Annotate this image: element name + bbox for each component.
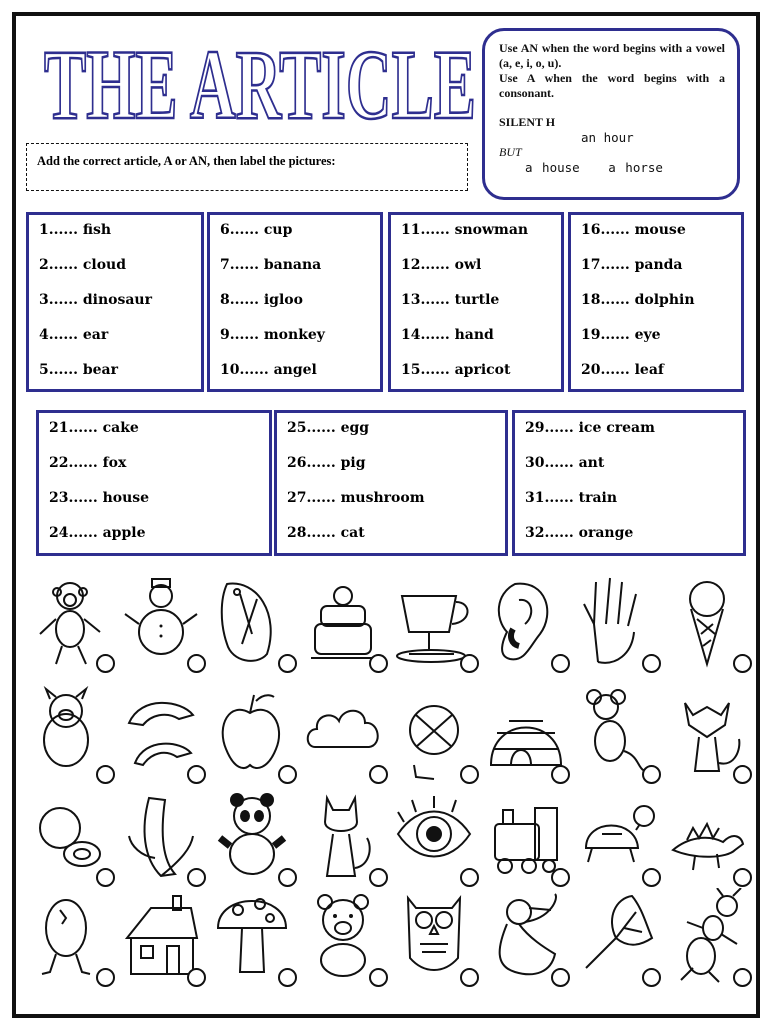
answer-circle[interactable] [551, 968, 570, 987]
exercise-box-1 [26, 212, 204, 392]
answer-circle[interactable] [96, 765, 115, 784]
answer-circle[interactable] [460, 868, 479, 887]
picture-turtle [572, 786, 664, 886]
instruction-text: Add the correct article, A or AN, then label the pictures: [37, 154, 336, 168]
picture-mouse [572, 683, 664, 783]
answer-circle[interactable] [460, 968, 479, 987]
picture-ant [663, 886, 755, 986]
exercise-box-7 [512, 410, 746, 556]
answer-circle[interactable] [96, 968, 115, 987]
picture-cloud [299, 683, 391, 783]
exercise-box-3 [388, 212, 564, 392]
exercise-box-5 [36, 410, 272, 556]
answer-circle[interactable] [642, 868, 661, 887]
picture-igloo [481, 683, 573, 783]
exercise-item[interactable]: 31...... train [525, 490, 618, 506]
answer-circle[interactable] [551, 654, 570, 673]
exercise-item[interactable]: 8...... igloo [220, 292, 303, 308]
picture-monkey [26, 572, 118, 672]
answer-circle[interactable] [733, 868, 752, 887]
answer-circle[interactable] [369, 968, 388, 987]
picture-grid [16, 566, 756, 1006]
answer-circle[interactable] [278, 654, 297, 673]
picture-egg [26, 886, 118, 986]
exercise-item[interactable]: 11...... snowman [401, 222, 529, 238]
exercise-item[interactable]: 24...... apple [49, 525, 146, 541]
example-an-hour: an hour [581, 130, 634, 145]
page-title [40, 26, 480, 134]
picture-cake [299, 572, 391, 672]
exercise-item[interactable]: 3...... dinosaur [39, 292, 152, 308]
picture-mushroom [208, 886, 300, 986]
example-a-house: a house a horse [525, 160, 663, 175]
exercise-item[interactable]: 9...... monkey [220, 327, 325, 343]
worksheet-frame [12, 12, 760, 1018]
picture-dolphin [117, 683, 209, 783]
picture-apple [208, 683, 300, 783]
exercise-box-6 [274, 410, 508, 556]
answer-circle[interactable] [369, 868, 388, 887]
picture-orange [390, 683, 482, 783]
answer-circle[interactable] [96, 654, 115, 673]
silent-h-heading: SILENT H [499, 115, 556, 129]
picture-ice-cream [663, 572, 755, 672]
picture-dinosaur [663, 786, 755, 886]
exercise-item[interactable]: 27...... mushroom [287, 490, 425, 506]
rule-an: Use AN when the word begins with a vowel (a, e, i, o, u). [499, 41, 725, 70]
answer-circle[interactable] [642, 654, 661, 673]
exercise-item[interactable]: 32...... orange [525, 525, 634, 541]
answer-circle[interactable] [187, 765, 206, 784]
picture-fish [208, 572, 300, 672]
exercise-item[interactable]: 21...... cake [49, 420, 139, 436]
picture-cat [299, 786, 391, 886]
picture-angel [481, 886, 573, 986]
picture-bear [299, 886, 391, 986]
exercise-item[interactable]: 17...... panda [581, 257, 683, 273]
answer-circle[interactable] [460, 654, 479, 673]
exercise-item[interactable]: 23...... house [49, 490, 150, 506]
exercise-item[interactable]: 2...... cloud [39, 257, 127, 273]
exercise-item[interactable]: 1...... fish [39, 222, 112, 238]
picture-panda [208, 786, 300, 886]
picture-eye [390, 786, 482, 886]
rule-a: Use A when the word begins with a consonant. [499, 71, 725, 100]
answer-circle[interactable] [733, 968, 752, 987]
exercise-item[interactable]: 14...... hand [401, 327, 494, 343]
exercise-box-4 [568, 212, 744, 392]
exercise-item[interactable]: 4...... ear [39, 327, 109, 343]
picture-fox [663, 683, 755, 783]
exercise-item[interactable]: 6...... cup [220, 222, 293, 238]
answer-circle[interactable] [187, 968, 206, 987]
exercise-item[interactable]: 25...... egg [287, 420, 370, 436]
answer-circle[interactable] [551, 765, 570, 784]
but-label: BUT [499, 145, 522, 159]
answer-circle[interactable] [369, 654, 388, 673]
exercise-item[interactable]: 10...... angel [220, 362, 317, 378]
rules-box [482, 28, 740, 200]
picture-hand [572, 572, 664, 672]
exercise-item[interactable]: 16...... mouse [581, 222, 686, 238]
exercise-item[interactable]: 28...... cat [287, 525, 365, 541]
exercise-item[interactable]: 13...... turtle [401, 292, 500, 308]
answer-circle[interactable] [96, 868, 115, 887]
answer-circle[interactable] [642, 968, 661, 987]
picture-cup [390, 572, 482, 672]
picture-owl [390, 886, 482, 986]
picture-banana [117, 786, 209, 886]
answer-circle[interactable] [460, 765, 479, 784]
picture-ear [481, 572, 573, 672]
picture-leaf [572, 886, 664, 986]
answer-circle[interactable] [278, 765, 297, 784]
exercise-item[interactable]: 19...... eye [581, 327, 661, 343]
answer-circle[interactable] [733, 765, 752, 784]
exercise-item[interactable]: 7...... banana [220, 257, 322, 273]
answer-circle[interactable] [642, 765, 661, 784]
answer-circle[interactable] [551, 868, 570, 887]
exercise-item[interactable]: 22...... fox [49, 455, 127, 471]
answer-circle[interactable] [187, 654, 206, 673]
exercise-box-2 [207, 212, 383, 392]
exercise-item[interactable]: 12...... owl [401, 257, 482, 273]
answer-circle[interactable] [278, 868, 297, 887]
exercise-item[interactable]: 5...... bear [39, 362, 119, 378]
exercise-item[interactable]: 26...... pig [287, 455, 366, 471]
exercise-item[interactable]: 29...... ice cream [525, 420, 655, 436]
answer-circle[interactable] [278, 968, 297, 987]
picture-train [481, 786, 573, 886]
answer-circle[interactable] [733, 654, 752, 673]
picture-apricot [26, 786, 118, 886]
exercise-item[interactable]: 20...... leaf [581, 362, 664, 378]
answer-circle[interactable] [369, 765, 388, 784]
picture-house [117, 886, 209, 986]
exercise-item[interactable]: 15...... apricot [401, 362, 511, 378]
picture-pig [26, 683, 118, 783]
instruction-box [26, 143, 468, 191]
answer-circle[interactable] [187, 868, 206, 887]
exercise-item[interactable]: 30...... ant [525, 455, 605, 471]
picture-snowman [117, 572, 209, 672]
page-title-text: THE ARTICLE [44, 29, 476, 134]
exercise-item[interactable]: 18...... dolphin [581, 292, 695, 308]
